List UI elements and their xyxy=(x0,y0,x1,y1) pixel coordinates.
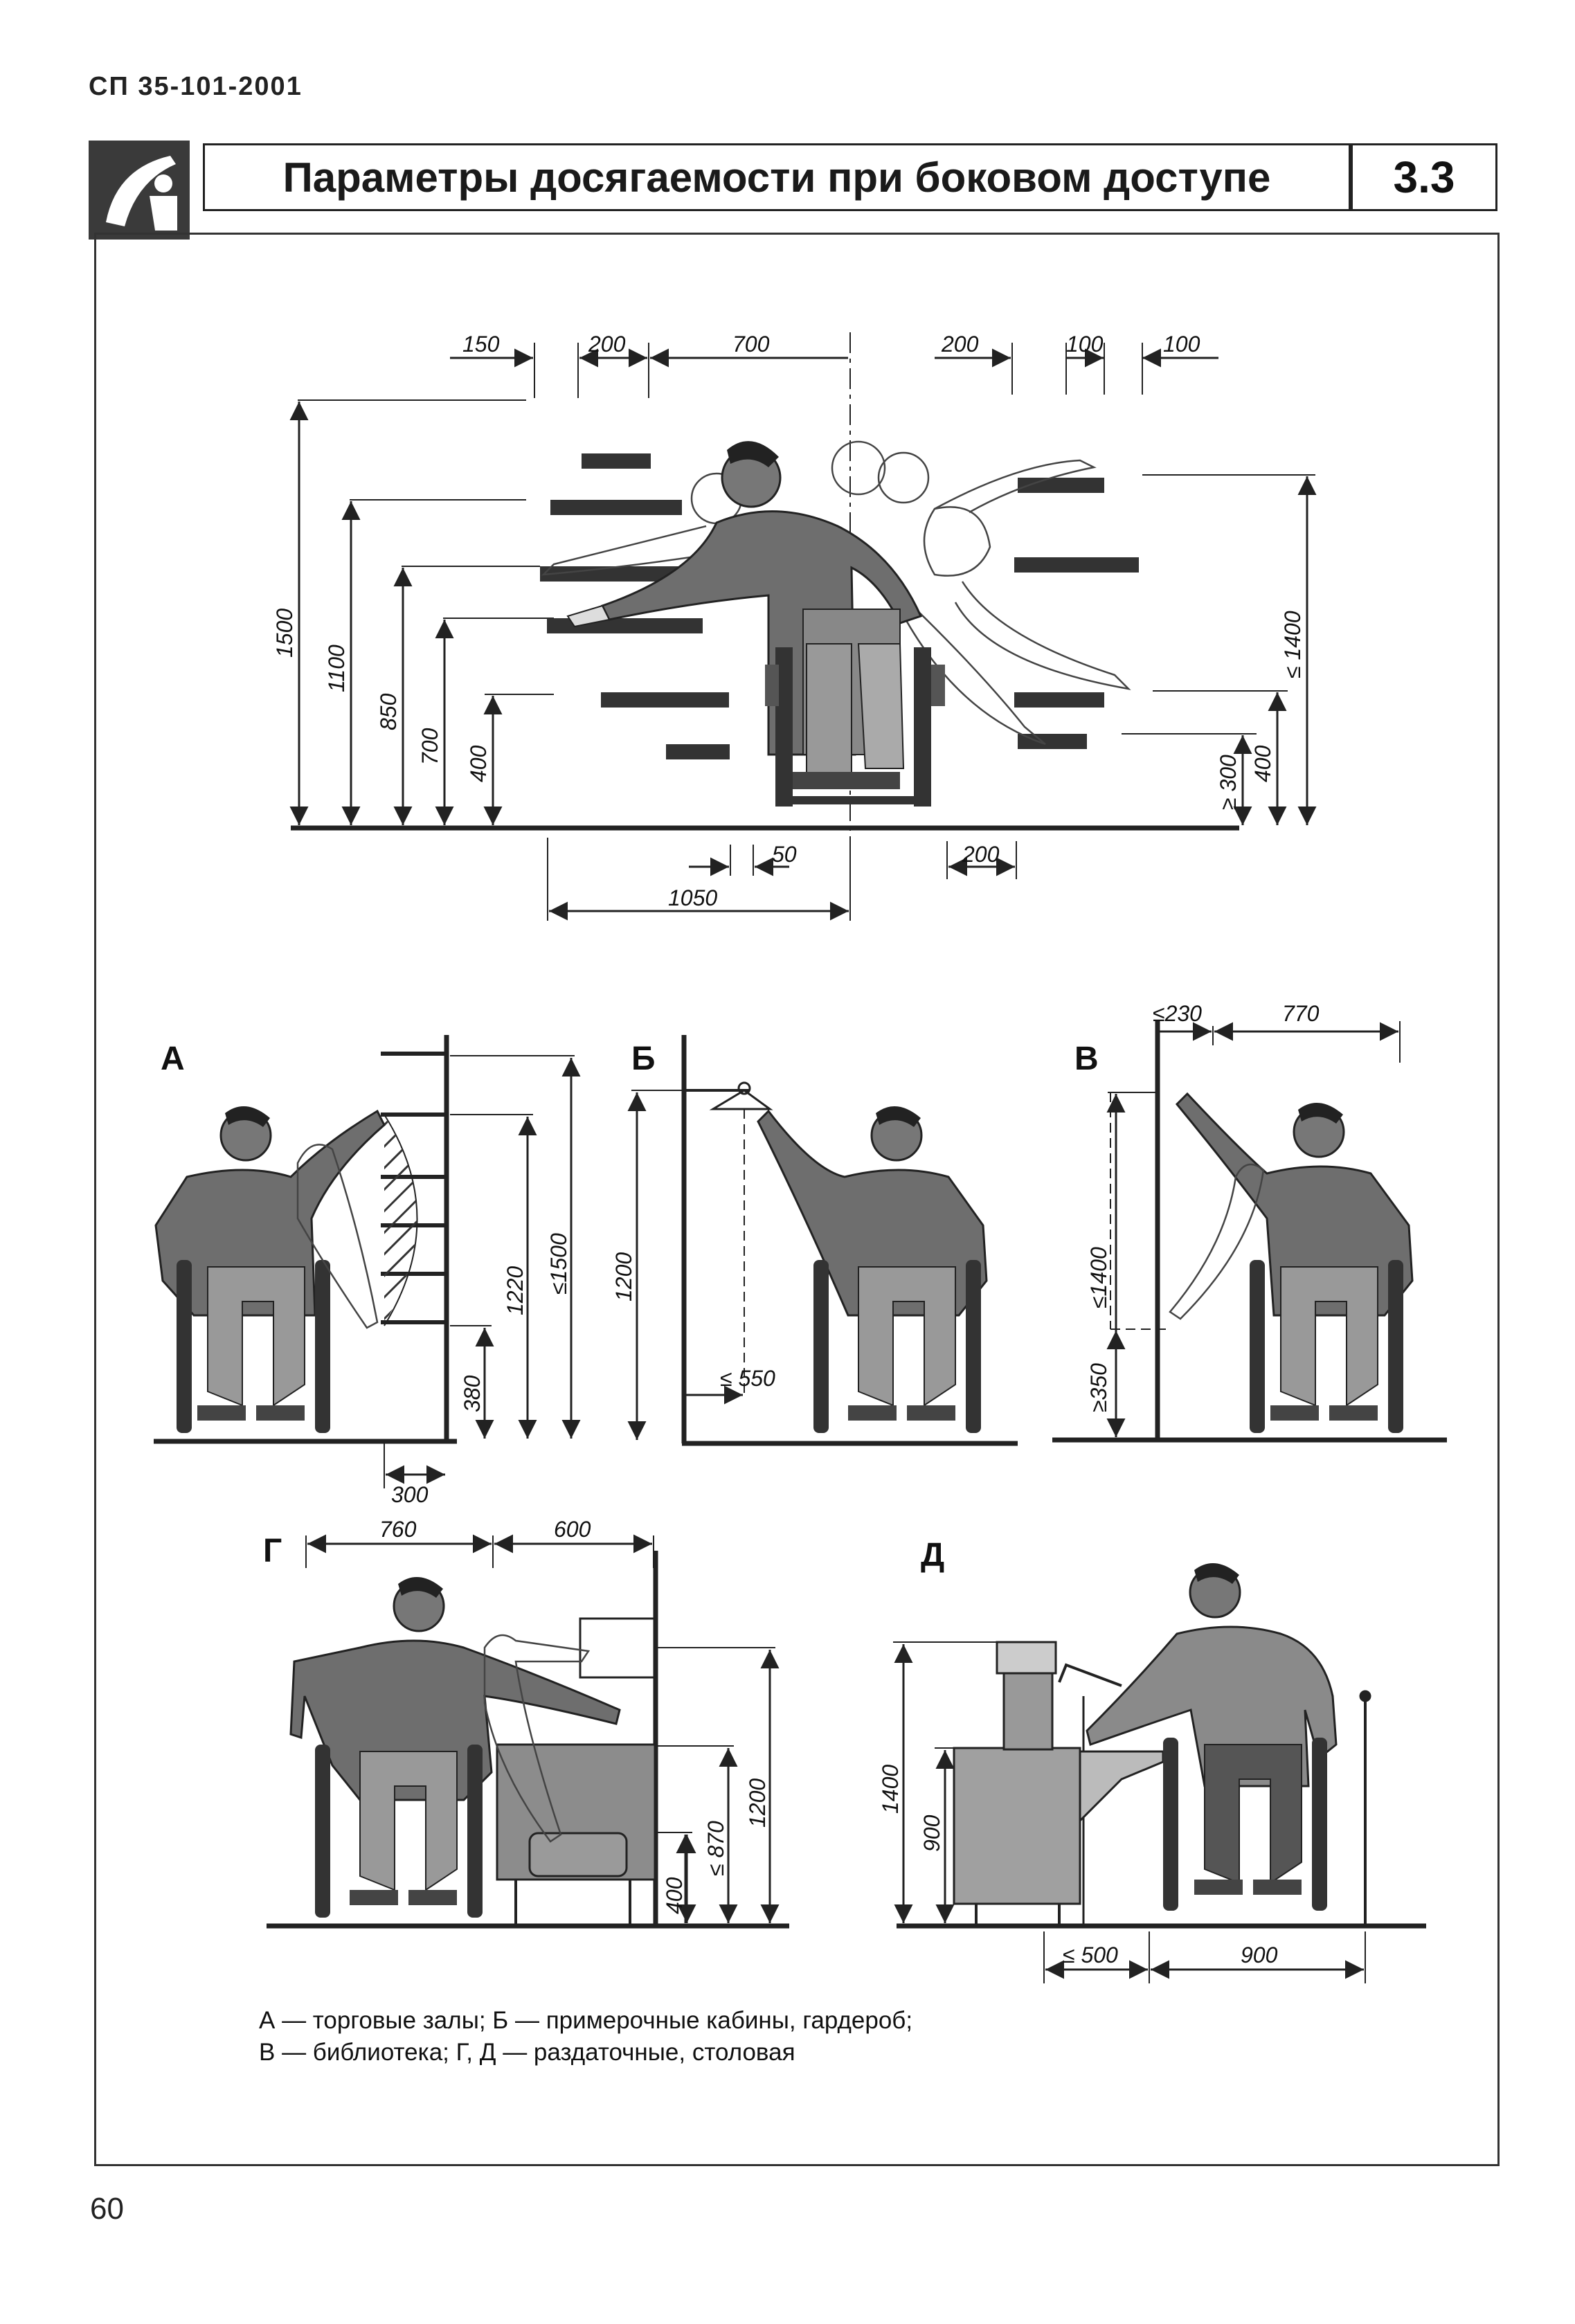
panel-d-dim-900: 900 xyxy=(919,1814,944,1852)
dim-ge-300: ≥ 300 xyxy=(1216,755,1241,810)
page-number: 60 xyxy=(90,2192,124,2226)
document-code: СП 35-101-2001 xyxy=(89,72,303,101)
panel-a-dim-le1500: ≤1500 xyxy=(546,1233,571,1295)
dim-200-right: 200 xyxy=(942,332,979,357)
dim-150: 150 xyxy=(462,332,500,357)
panel-v xyxy=(1052,1001,1447,1440)
panel-g-tray xyxy=(530,1833,627,1876)
panel-a-dim-380: 380 xyxy=(460,1375,485,1412)
panel-d-tray-rail xyxy=(1080,1751,1163,1821)
panel-a-letter: А xyxy=(161,1041,185,1077)
dim-200-bottom: 200 xyxy=(962,842,1000,867)
dim-50: 50 xyxy=(772,842,797,867)
panel-v-dim-le1400: ≤1400 xyxy=(1086,1247,1111,1308)
panel-b-letter: Б xyxy=(631,1041,656,1077)
panel-g-letter: Г xyxy=(263,1533,282,1569)
panel-d-counter xyxy=(954,1748,1080,1904)
panel-v-dim-le230: ≤230 xyxy=(1153,1001,1202,1026)
dim-700-v: 700 xyxy=(417,728,442,765)
panel-d xyxy=(878,1537,1426,1983)
panel-a-dim-1220: 1220 xyxy=(503,1265,528,1315)
panel-d-dim-le500: ≤ 500 xyxy=(1063,1943,1118,1967)
panel-v-dim-ge350: ≥350 xyxy=(1086,1363,1111,1412)
panel-g xyxy=(263,1517,789,1926)
legend-line-1: А — торговые залы; Б — примерочные кабины, гардероб; xyxy=(259,2007,913,2034)
dim-100-a: 100 xyxy=(1066,332,1104,357)
dim-le-1400: ≤ 1400 xyxy=(1280,611,1305,678)
dim-400-v: 400 xyxy=(466,745,491,782)
dim-200: 200 xyxy=(588,332,626,357)
panel-b xyxy=(611,1035,1018,1443)
dim-1050: 1050 xyxy=(668,885,718,910)
panel-a-person xyxy=(156,1106,384,1433)
panel-b-person xyxy=(758,1106,987,1433)
legend xyxy=(259,2005,912,2069)
dim-100-b: 100 xyxy=(1163,332,1200,357)
dim-400-right: 400 xyxy=(1250,745,1275,782)
panel-v-person xyxy=(1170,1094,1412,1433)
panel-d-letter: Д xyxy=(921,1537,945,1574)
panel-g-dim-760: 760 xyxy=(379,1517,417,1542)
dim-1500: 1500 xyxy=(272,608,297,658)
dim-850: 850 xyxy=(376,693,401,730)
panel-b-dim-le550: ≤ 550 xyxy=(720,1366,775,1391)
panel-d-person xyxy=(1087,1563,1336,1911)
panel-v-dim-770: 770 xyxy=(1282,1001,1320,1026)
panel-a-dim-300: 300 xyxy=(391,1482,429,1507)
page-title: Параметры досягаемости при боковом доступе xyxy=(282,154,1271,201)
panel-a xyxy=(154,1035,575,1507)
legend-line-2: В — библиотека; Г, Д — раздаточные, столовая xyxy=(259,2039,795,2066)
panel-g-dim-le870: ≤ 870 xyxy=(703,1821,728,1876)
section-number: 3.3 xyxy=(1393,152,1455,202)
panel-d-display xyxy=(997,1642,1056,1673)
dim-700: 700 xyxy=(732,332,770,357)
dim-1100: 1100 xyxy=(324,645,349,692)
panel-g-dim-400: 400 xyxy=(662,1877,687,1914)
panel-b-dim-1200: 1200 xyxy=(611,1252,636,1301)
panel-d-dim-900-h: 900 xyxy=(1241,1943,1278,1967)
panel-g-dim-600: 600 xyxy=(554,1517,591,1542)
panel-d-dim-1400: 1400 xyxy=(878,1764,903,1814)
panel-g-dim-1200: 1200 xyxy=(745,1778,770,1828)
panel-v-letter: В xyxy=(1074,1041,1099,1077)
